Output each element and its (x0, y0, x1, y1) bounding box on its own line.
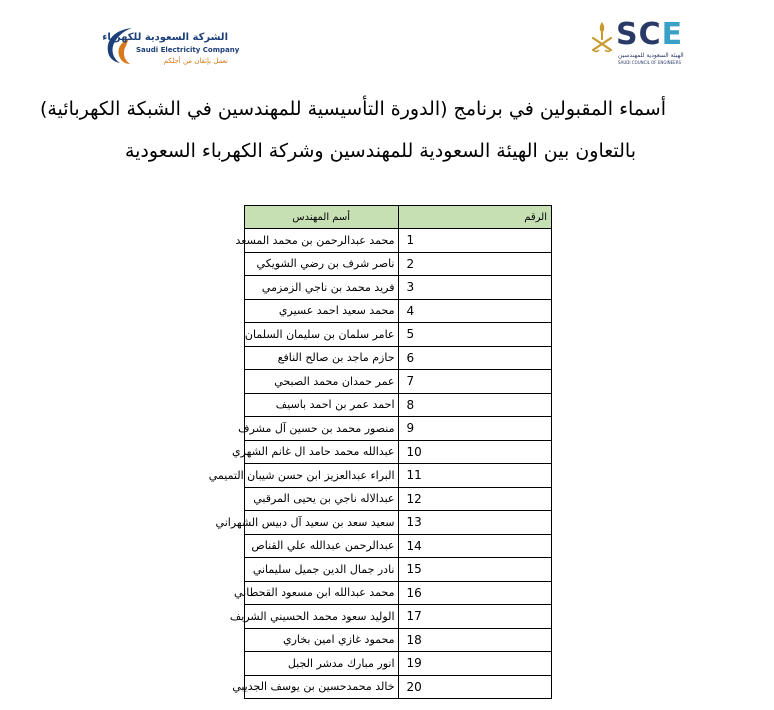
row-number-cell: 16 (398, 581, 552, 605)
table-row (245, 299, 552, 323)
engineer-name-cell: عبدالله محمد حامد ال غانم الشهري (245, 440, 399, 464)
column-header-number: الرقم (398, 206, 552, 229)
sec-arabic-name: الشركة السعودية للكهرباء (102, 32, 228, 43)
row-number-cell: 15 (398, 558, 552, 582)
table-row (245, 323, 552, 347)
engineer-name-cell: ناصر شرف بن رضي الشويكي (245, 252, 399, 276)
row-number-cell: 1 (398, 229, 552, 253)
engineer-name-cell: فريد محمد بن ناجي الزمزمي (245, 276, 399, 300)
table-row (245, 417, 552, 441)
row-number-cell: 14 (398, 534, 552, 558)
row-number-cell: 19 (398, 652, 552, 676)
sec-english-name: Saudi Electricity Company (136, 46, 240, 54)
sce-english-name: SAUDI COUNCIL OF ENGINEERS (618, 60, 682, 65)
table-row (245, 511, 552, 535)
row-number-cell: 13 (398, 511, 552, 535)
engineer-name-cell: محمود غازي امين بخاري (245, 628, 399, 652)
saudi-emblem-icon (590, 20, 614, 54)
page-title: أسماء المقبولين في برنامج (الدورة التأسيسية للمهندسين في الشبكة الكهربائية) (39, 98, 666, 120)
engineer-name-cell: البراء عبدالعزيز ابن حسن شيبان التميمي (245, 464, 399, 488)
row-number-cell: 7 (398, 370, 552, 394)
row-number-cell: 10 (398, 440, 552, 464)
table-row (245, 581, 552, 605)
row-number-cell: 4 (398, 299, 552, 323)
row-number-cell: 12 (398, 487, 552, 511)
row-number-cell: 11 (398, 464, 552, 488)
sce-arabic-name: الهيئة السعودية للمهندسين (618, 52, 684, 59)
engineer-name-cell: عبدالرحمن عبدالله علي القناص (245, 534, 399, 558)
table-row (245, 558, 552, 582)
engineer-name-cell: سعيد سعد بن سعيد آل دبيس الشهراني (245, 511, 399, 535)
row-number-cell: 9 (398, 417, 552, 441)
row-number-cell: 2 (398, 252, 552, 276)
table-row (245, 276, 552, 300)
row-number-cell: 5 (398, 323, 552, 347)
table-row (245, 675, 552, 699)
row-number-cell: 3 (398, 276, 552, 300)
table-row (245, 370, 552, 394)
row-number-cell: 8 (398, 393, 552, 417)
table-row (245, 229, 552, 253)
table-row (245, 393, 552, 417)
table-header-row (245, 206, 552, 229)
engineer-name-cell: محمد عبدالله ابن مسعود القحطاني (245, 581, 399, 605)
engineers-table-container (208, 205, 552, 699)
row-number-cell: 20 (398, 675, 552, 699)
table-row (245, 464, 552, 488)
engineer-name-cell: حازم ماجد بن صالح النافع (245, 346, 399, 370)
table-row (245, 628, 552, 652)
page-subtitle: بالتعاون بين الهيئة السعودية للمهندسين وشركة الكهرباء السعودية (124, 140, 636, 162)
engineer-name-cell: محمد سعيد احمد عسيري (245, 299, 399, 323)
sec-swoosh-icon (102, 22, 136, 68)
table-row (245, 534, 552, 558)
table-row (245, 252, 552, 276)
engineer-name-cell: محمد عبدالرحمن بن محمد المسعد (245, 229, 399, 253)
table-body (208, 229, 552, 699)
row-number-cell: 17 (398, 605, 552, 629)
engineer-name-cell: عمر حمدان محمد الصبحي (245, 370, 399, 394)
table-row (245, 440, 552, 464)
column-header-name: أسم المهندس (245, 206, 399, 229)
engineer-name-cell: خالد محمدحسين بن يوسف الجديبي (245, 675, 399, 699)
table-row (245, 605, 552, 629)
engineer-name-cell: انور مبارك مدشر الجبل (245, 652, 399, 676)
engineer-name-cell: نادر جمال الدين جميل سليماني (245, 558, 399, 582)
table-row (245, 487, 552, 511)
sec-tagline: نعمل بإتقان من أجلكم (163, 57, 228, 65)
sce-logo (590, 18, 690, 68)
engineers-table (208, 205, 552, 699)
table-row (245, 346, 552, 370)
sce-letters: SCE (616, 17, 684, 52)
engineer-name-cell: منصور محمد بن حسين آل مشرف (245, 417, 399, 441)
row-number-cell: 6 (398, 346, 552, 370)
engineer-name-cell: عامر سلمان بن سليمان السلمان (245, 323, 399, 347)
row-number-cell: 18 (398, 628, 552, 652)
engineer-name-cell: عبدالاله ناجي بن يحيى المرقبي (245, 487, 399, 511)
table-row (245, 652, 552, 676)
engineer-name-cell: احمد عمر بن احمد باسيف (245, 393, 399, 417)
sec-logo (98, 16, 244, 78)
engineer-name-cell: الوليد سعود محمد الحسيني الشريف (245, 605, 399, 629)
